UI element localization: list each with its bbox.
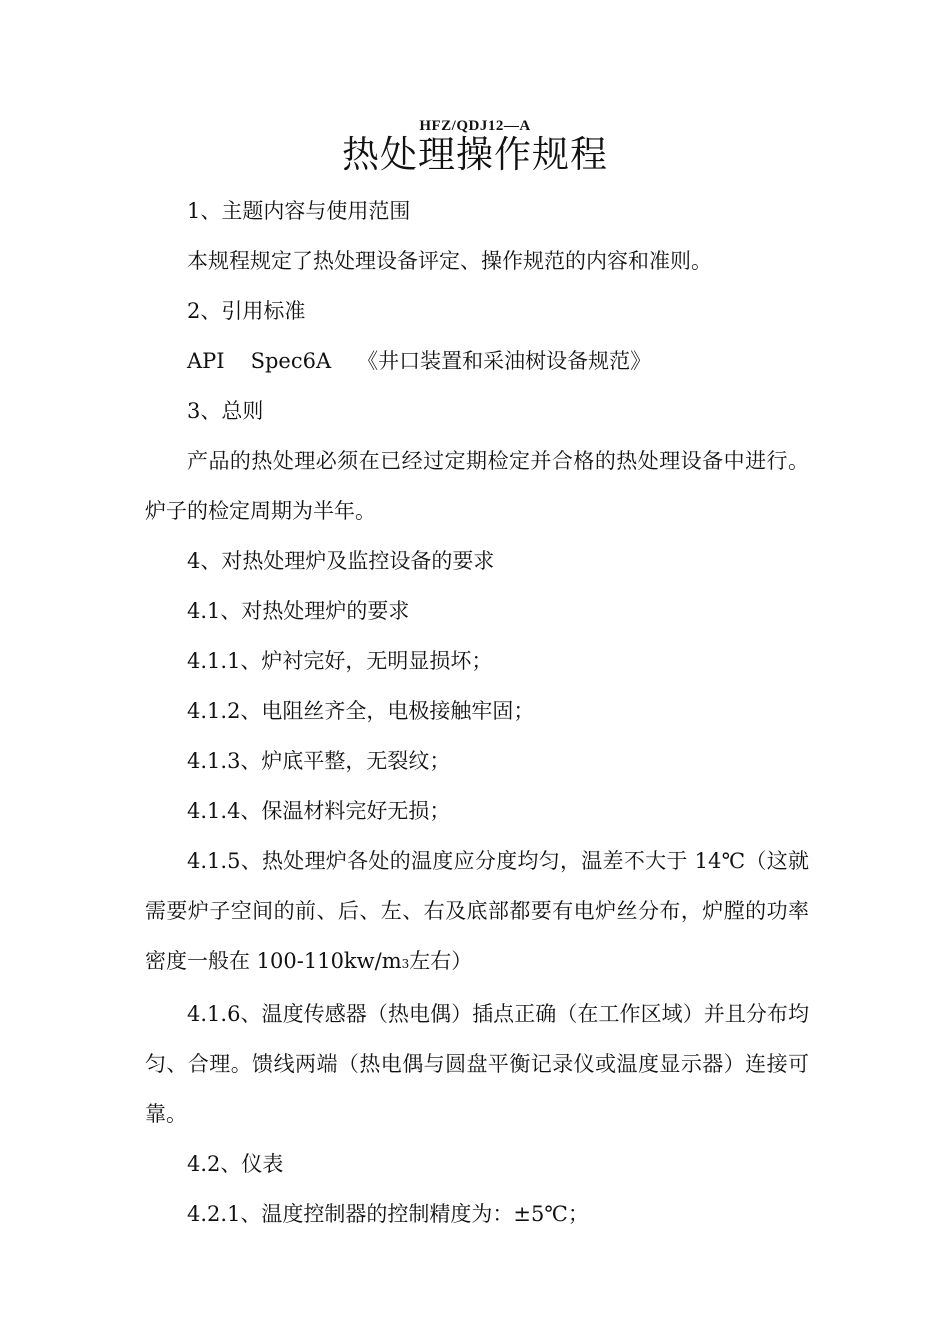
item-4-2-1: 4.2.1、温度控制器的控制精度为：±5℃； [187, 1202, 589, 1226]
section-heading-2: 2、引用标准 [187, 299, 306, 323]
reference-spec: Spec6A [250, 349, 332, 373]
item-4-1-4: 4.1.4、保温材料完好无损； [187, 799, 451, 823]
paragraph-scope: 本规程规定了热处理设备评定、操作规范的内容和准则。 [187, 249, 712, 273]
section-heading-1: 1、主题内容与使用范围 [187, 199, 411, 223]
section-heading-4: 4、对热处理炉及监控设备的要求 [187, 549, 495, 573]
document-body [145, 186, 809, 1239]
item-4-1-6: 4.1.6、温度传感器（热电偶）插点正确（在工作区域）并且分布均匀、合理。馈线两端（热电偶与圆盘平衡记录仪或温度显示器）连接可靠。 [145, 1002, 809, 1126]
paragraph-general: 产品的热处理必须在已经过定期检定并合格的热处理设备中进行。炉子的检定周期为半年。 [145, 449, 809, 523]
reference-api: API [187, 349, 225, 373]
document-code: HFZ/QDJ12—A [419, 118, 531, 134]
item-4-1-5-superscript: 3 [401, 957, 410, 971]
reference-standard [145, 336, 809, 386]
item-4-1-5 [145, 836, 809, 989]
item-4-1-1: 4.1.1、炉衬完好，无明显损坏； [187, 649, 493, 673]
page-title: 热处理操作规程 [342, 133, 608, 176]
reference-title: 《井口装置和采油树设备规范》 [357, 349, 652, 373]
item-4-1-2: 4.1.2、电阻丝齐全，电极接触牢固； [187, 699, 535, 723]
section-heading-3: 3、总则 [187, 399, 264, 423]
item-4-1-3: 4.1.3、炉底平整，无裂纹； [187, 749, 451, 773]
section-heading-4-1: 4.1、对热处理炉的要求 [187, 599, 410, 623]
item-4-1-5-tail: 左右） [409, 949, 473, 973]
item-4-1-5-text: 4.1.5、热处理炉各处的温度应分度均匀，温差不大于 14℃（这就需要炉子空间的前、后、左、右及底部都要有电炉丝分布，炉膛的功率密度一般在 100-110kw/m [145, 849, 809, 973]
section-heading-4-2: 4.2、仪表 [187, 1152, 284, 1176]
